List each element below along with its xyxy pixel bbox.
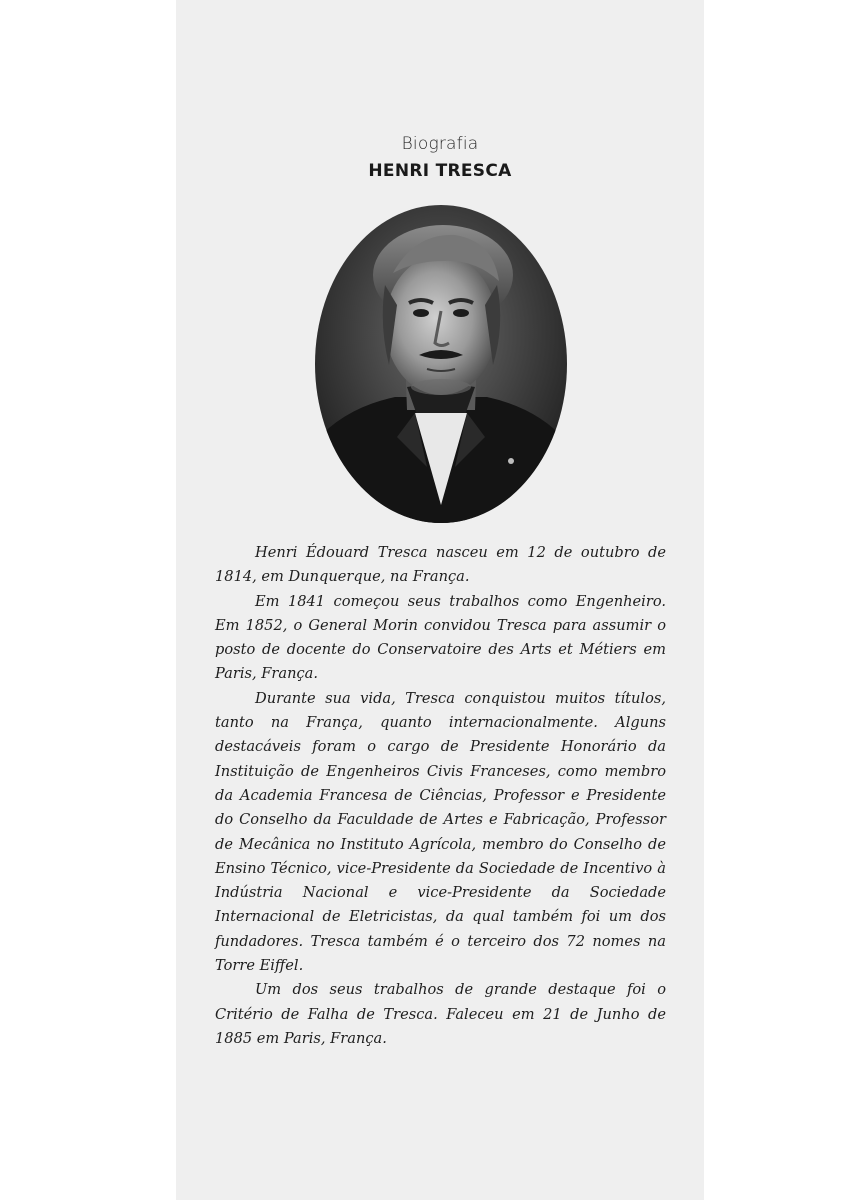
bio-paragraph: Durante sua vida, Tresca conquistou muitos títulos, tanto na França, quanto internacionalmente. Alguns destacáveis foram o cargo de Presidente Honorário da Instituição de Engenheiros Civis Franceses, como membro da Academia Francesa de Ciências, Professor e Presidente do Conselho da Faculdade de Artes e Fabricação, Professor de Mecânica no Instituto Agrícola, membro do Conselho de Ensino Técnico, vice-Presidente da Sociedade de Incentivo à Indústria Nacional e vice-Presidente da Sociedade Internacional de Eletricistas, da qual também foi um dos fundadores. Tresca também é o terceiro dos 72 nomes na Torre Eiffel. (215, 689, 666, 975)
bio-paragraph: Um dos seus trabalhos de grande destaque foi o Critério de Falha de Tresca. Faleceu em 21 de Junho de 1885 em Paris, França. (215, 981, 666, 1047)
bio-paragraph: Henri Édouard Tresca nasceu em 12 de outubro de 1814, em Dunquerque, na França. (215, 544, 666, 586)
section-kicker: Biografia (401, 134, 479, 154)
portrait-photo (315, 205, 567, 523)
bio-paragraph: Em 1841 começou seus trabalhos como Engenheiro. Em 1852, o General Morin convidou Tresca para assumir o posto de docente do Conservatoire des Arts et Métiers em Paris, França. (215, 592, 666, 683)
page-title: HENRI TRESCA (368, 161, 512, 181)
biography-text (215, 541, 666, 1051)
